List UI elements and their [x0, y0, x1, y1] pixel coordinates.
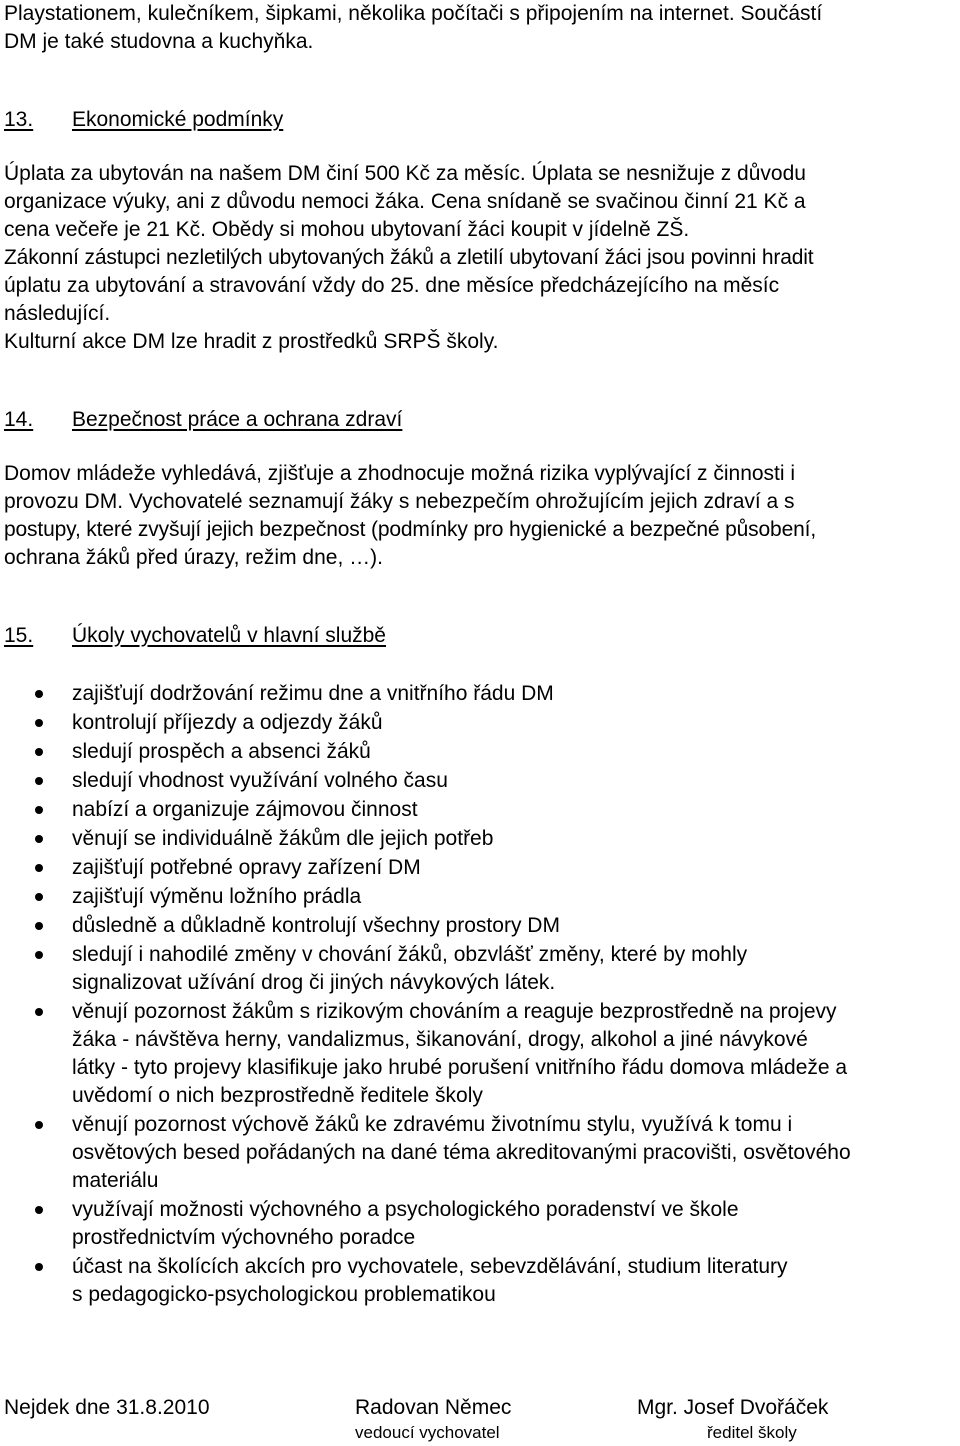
list-item-text: osvětových besed pořádaných na dané téma akreditovanými pracovišti, osvětového [72, 1141, 851, 1164]
list-item [4, 998, 956, 1110]
bullet-icon [35, 835, 43, 843]
text-line: Playstationem, kulečníkem, šipkami, několika počítači s připojením na internet. Součástí [4, 2, 823, 25]
list-item-text: nabízí a organizuje zájmovou činnost [72, 798, 418, 821]
text-line: Úplata za ubytován na našem DM činí 500 Kč za měsíc. Úplata se nesnižuje z důvodu [4, 162, 806, 185]
list-item-text: zajišťují dodržování režimu dne a vnitřního řádu DM [72, 682, 554, 705]
list-item [4, 738, 956, 766]
text-line: provozu DM. Vychovatelé seznamují žáky s nebezpečím ohrožujícím jejich zdraví a s [4, 490, 795, 513]
bullet-icon [35, 1008, 43, 1016]
bullet-icon [35, 1263, 43, 1271]
list-item [4, 883, 956, 911]
signer-name: Radovan Němec [355, 1396, 512, 1419]
list-item [4, 825, 956, 853]
document-page [4, 0, 956, 1310]
list-item [4, 796, 956, 824]
signature-block-1 [355, 1394, 511, 1444]
bullet-icon [35, 951, 43, 959]
bullet-icon [35, 922, 43, 930]
section-14-body [4, 460, 956, 572]
bullet-icon [35, 1121, 43, 1129]
list-item-text: sledují i nahodilé změny v chování žáků, obzvlášť změny, které by mohly [72, 943, 748, 966]
list-item-text: věnují pozornost žákům s rizikovým chováním a reaguje bezprostředně na projevy [72, 1000, 837, 1023]
list-item-text: věnují se individuálně žákům dle jejich potřeb [72, 827, 494, 850]
section-number: 15. [4, 624, 34, 647]
section-number: 14. [4, 408, 34, 431]
list-item-text: uvědomí o nich bezprostředně ředitele školy [72, 1084, 483, 1107]
list-item [4, 912, 956, 940]
text-line: organizace výuky, ani z důvodu nemoci žáka. Cena snídaně se svačinou činní 21 Kč a [4, 190, 806, 213]
text-line: ochrana žáků před úrazy, režim dne, …). [4, 546, 383, 569]
section-title: Ekonomické podmínky [72, 108, 284, 131]
list-item-text: zajišťují výměnu ložního prádla [72, 885, 362, 908]
list-item [4, 1196, 956, 1252]
section-title: Úkoly vychovatelů v hlavní službě [72, 624, 386, 647]
section-13-body [4, 160, 956, 356]
list-item-text: prostřednictvím výchovného poradce [72, 1226, 416, 1249]
text-line: DM je také studovna a kuchyňka. [4, 30, 314, 53]
list-item-text: látky - tyto projevy klasifikuje jako hrubé porušení vnitřního řádu domova mládeže a [72, 1056, 848, 1079]
duties-list [4, 680, 956, 1309]
list-item-text: věnují pozornost výchově žáků ke zdravému životnímu stylu, využívá k tomu i [72, 1113, 793, 1136]
signer-name: Mgr. Josef Dvořáček [637, 1396, 829, 1419]
text-line: úplatu za ubytování a stravování vždy do 25. dne měsíce předcházejícího na měsíc [4, 274, 780, 297]
list-item-text: s pedagogicko-psychologickou problematikou [72, 1283, 496, 1306]
text-line: cena večeře je 21 Kč. Obědy si mohou ubytovaní žáci koupit v jídelně ZŠ. [4, 218, 690, 241]
text-line: Zákonní zástupci nezletilých ubytovaných žáků a zletilí ubytovaní žáci jsou povinni hradit [4, 246, 814, 269]
bullet-icon [35, 748, 43, 756]
text-line: Domov mládeže vyhledává, zjišťuje a zhodnocuje možná rizika vyplývající z činnosti i [4, 462, 796, 485]
signer-role: ředitel školy [707, 1423, 797, 1442]
text-line: následující. [4, 302, 111, 325]
bullet-icon [35, 864, 43, 872]
section-number: 13. [4, 108, 34, 131]
section-15-heading [4, 622, 956, 650]
section-14-heading [4, 406, 956, 434]
list-item [4, 709, 956, 737]
bullet-icon [35, 777, 43, 785]
text-line: Kulturní akce DM lze hradit z prostředků SRPŠ školy. [4, 330, 499, 353]
list-item-text: účast na školících akcích pro vychovatele, sebevzdělávání, studium literatury [72, 1255, 788, 1278]
bullet-icon [35, 1206, 43, 1214]
list-item [4, 767, 956, 795]
list-item [4, 854, 956, 882]
section-title: Bezpečnost práce a ochrana zdraví [72, 408, 403, 431]
bullet-icon [35, 690, 43, 698]
list-item [4, 941, 956, 997]
section-13-heading [4, 106, 956, 134]
list-item-text: kontrolují příjezdy a odjezdy žáků [72, 711, 383, 734]
list-item-text: sledují prospěch a absenci žáků [72, 740, 371, 763]
list-item [4, 1253, 956, 1309]
list-item-text: využívají možnosti výchovného a psychologického poradenství ve škole [72, 1198, 739, 1221]
signature-footer [0, 1394, 960, 1446]
list-item [4, 1111, 956, 1195]
footer-date: Nejdek dne 31.8.2010 [4, 1396, 210, 1419]
list-item-text: zajišťují potřebné opravy zařízení DM [72, 856, 421, 879]
intro-paragraph [4, 0, 956, 56]
list-item-text: důsledně a důkladně kontrolují všechny prostory DM [72, 914, 560, 937]
footer-date-block [4, 1394, 210, 1422]
list-item-text: materiálu [72, 1169, 159, 1192]
bullet-icon [35, 719, 43, 727]
bullet-icon [35, 893, 43, 901]
text-line: postupy, které zvyšují jejich bezpečnost (podmínky pro hygienické a bezpečné působení, [4, 518, 817, 541]
bullet-icon [35, 806, 43, 814]
list-item-text: signalizovat užívání drog či jiných návykových látek. [72, 971, 556, 994]
signature-block-2 [637, 1394, 828, 1444]
list-item-text: žáka - návštěva herny, vandalizmus, šikanování, drogy, alkohol a jiné návykové [72, 1028, 808, 1051]
list-item [4, 680, 956, 708]
signer-role: vedoucí vychovatel [355, 1423, 500, 1442]
list-item-text: sledují vhodnost využívání volného času [72, 769, 448, 792]
